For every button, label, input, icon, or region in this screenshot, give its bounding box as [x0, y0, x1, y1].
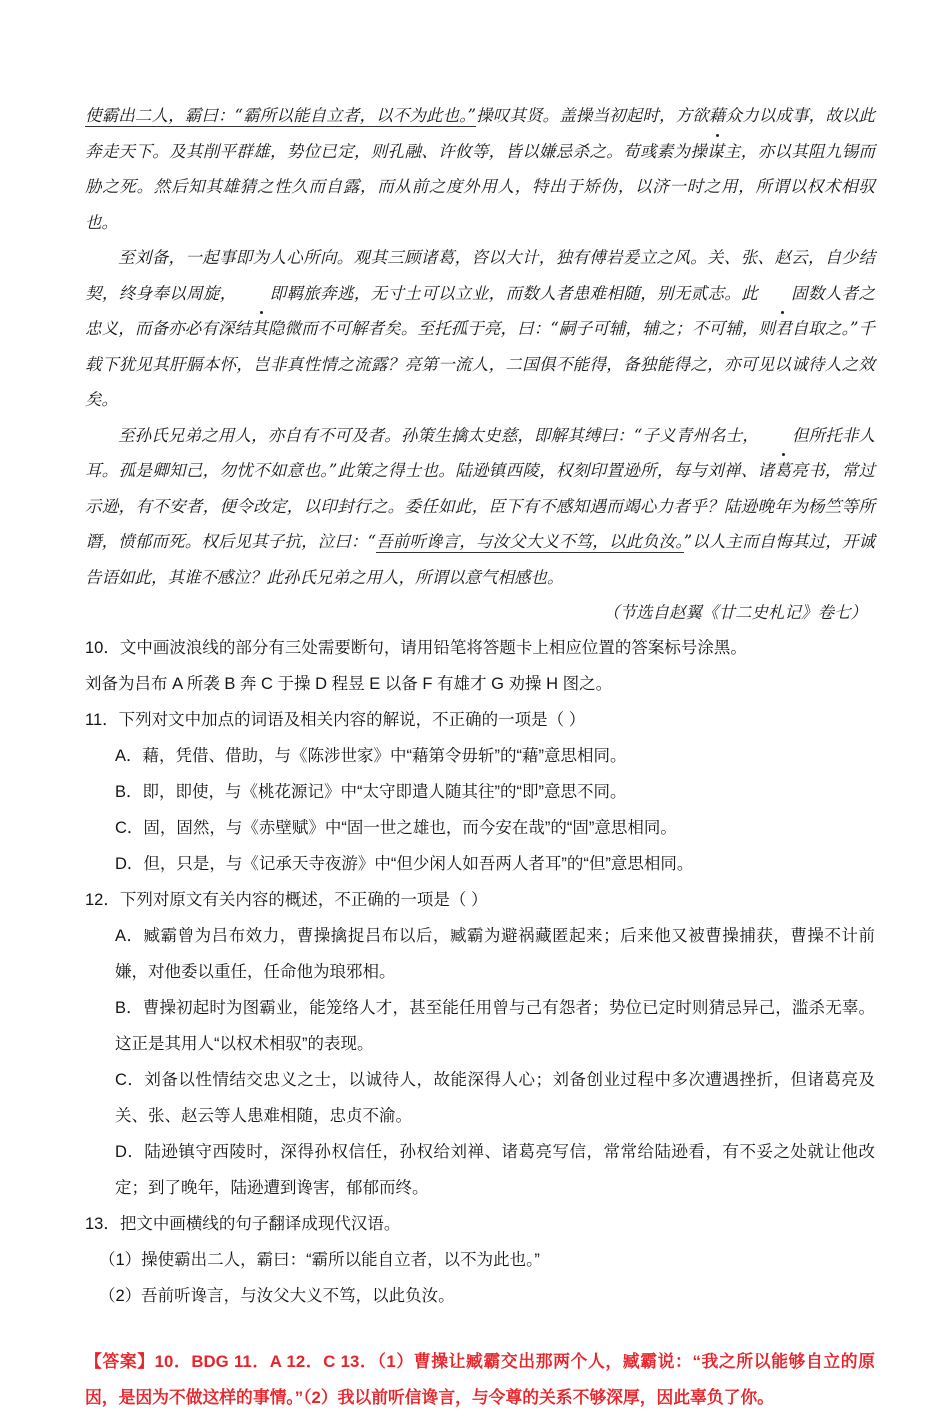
emphasis-char-dan: 但: [759, 418, 809, 454]
question-13-stem: [85, 1206, 875, 1242]
question-11-option-b[interactable]: B．即，即使，与《桃花源记》中“太守即遣人随其往”的“即”意思不同。: [115, 783, 627, 801]
question-12-option-c[interactable]: C．刘备以性情结交忠义之士，以诚待人，故能深得人心；刘备创业过程中多次遭遇挫折，但诸葛亮及关、张、赵云等人患难相随，忠贞不渝。: [115, 1071, 875, 1125]
answer-text: 10．BDG 11．A 12．C 13．（1）曹操让臧霸交出那两个人，臧霸说：“我之所以能够自立的原因，是因为不做这样的事情。”（2）我以前听信谗言，与令尊的关系不够深厚，因此辜负了你。: [85, 1352, 875, 1407]
passage-p2-text-a: 至刘备，一起事即为人心所向。观其三顾诸葛，咨以大计，独有傅岩爰立之风。关、张、赵云，自少结契，终身奉以周旋，: [85, 248, 875, 303]
question-10-punctuation-line: 刘备为吕布 A 所袭 B 奔 C 于操 D 程昱 E 以备 F 有雄才 G 劝操 H 图之。: [85, 675, 613, 693]
question-13-text: 把文中画横线的句子翻译成现代汉语。: [119, 1215, 401, 1233]
question-10-number: 10．: [85, 639, 120, 657]
passage-p3-text-a: 至孙氏兄弟之用人，亦自有不可及者。孙策生擒太史慈，即解其缚曰：“子义青州名士，: [118, 425, 759, 445]
question-10-text: 文中画波浪线的部分有三处需要断句，请用铅笔将答题卡上相应位置的答案标号涂黑。: [119, 639, 747, 657]
passage-paragraph-1: [85, 98, 875, 240]
answer-spacer: [85, 1314, 875, 1344]
question-12-stem: [85, 882, 875, 918]
question-10-stem: [85, 630, 875, 666]
passage-p3-text-b: 所托非人耳。孤是卿知己，勿忧不如意也。”此策之得士也。陆逊镇西陵，权刻印置逊所，每与刘禅、诸葛亮书，常过示逊，有不安者，便令改定，以印封行之。委任如此，臣下有不感知遇而竭心力者乎？陆逊晚年为杨竺等所谮，愤郁而死。权后见其子抗，泣曰：“: [85, 425, 876, 551]
source-citation: （节选自赵翼《廿二史札记》卷七）: [603, 603, 867, 622]
passage-p2-text-c: 数人者之忠义，而备亦必有深结其隐微而不可解者矣。至托孤于亮，曰：“嗣子可辅，辅之；不可辅，则君自取之。”千载下犹见其肝膈本怀，岂非真性情之流露？亮第一流人，二国俱不能得，备独能得之，亦可见以诚待人之效矣。: [85, 283, 876, 409]
question-13-subitem-2: （2）吾前听谗言，与汝父大义不笃，以此负汝。: [99, 1287, 455, 1305]
question-11-number: 11．: [85, 711, 119, 729]
underlined-sentence-2: 吾前听谗言，与汝父大义不笃，以此负汝。: [376, 532, 684, 551]
question-12-number: 12．: [85, 891, 120, 909]
question-12-text: 下列对原文有关内容的概述，不正确的一项是（ ）: [119, 891, 488, 909]
question-12-option-a[interactable]: A．臧霸曾为吕布效力，曹操擒捉吕布以后，臧霸为避祸藏匿起来；后来他又被曹操捕获，曹操不计前嫌，对他委以重任，任命他为琅邪相。: [115, 927, 875, 981]
question-11-option-a[interactable]: A．藉，凭借、借助，与《陈涉世家》中“藉第令毋斩”的“藉”意思相同。: [115, 747, 627, 765]
emphasis-char-ji: 即: [237, 276, 287, 312]
passage-p1-text-a: 操叹其贤。盖操当初起时，方欲: [476, 106, 709, 125]
question-12-option-d[interactable]: D．陆逊镇守西陵时，深得孙权信任，孙权给刘禅、诸葛亮写信，常常给陆逊看，有不妥之处就让他改定；到了晚年，陆逊遭到谗害，郁郁而终。: [115, 1143, 875, 1197]
answer-block: [85, 1344, 875, 1416]
document-content: [85, 98, 875, 1416]
question-11-option-c[interactable]: C．固，固然，与《赤壁赋》中“固一世之雄也，而今安在哉”的“固”意思相同。: [115, 819, 677, 837]
passage-p3-text-c: ”以人主而自悔其过，开诚告语如此，其谁不感泣？此孙氏兄弟之用人，所谓以意气相感也。: [85, 532, 876, 587]
passage-paragraph-2: [85, 240, 875, 418]
passage-p2-text-b: 羁旅奔逃，无寸土可以立业，而数人者患难相随，别无贰志。此: [286, 283, 759, 303]
emphasis-char-jie: 藉: [709, 98, 726, 134]
question-11-text: 下列对文中加点的词语及相关内容的解说，不正确的一项是（ ）: [118, 711, 586, 729]
passage-p1-text-b: 众力以成事，故以此奔走天下。及其削平群雄，势位已定，则孔融、许攸等，皆以嫌忌杀之。荀彧素为操谋主，亦以其阻九锡而胁之死。然后知其雄猜之性久而自露，而从前之度外用人，特出于矫伪，以济一时之用，所谓以权术相驭也。: [85, 106, 876, 232]
underlined-sentence-1: 使霸出二人，霸曰：“霸所以能自立者，以不为此也。”: [85, 106, 477, 125]
question-13-number: 13．: [85, 1215, 120, 1233]
question-13-subitem-1: （1）操使霸出二人，霸曰：“霸所以能自立者，以不为此也。”: [99, 1251, 540, 1269]
question-11-option-d[interactable]: D．但，只是，与《记承天寺夜游》中“但少闲人如吾两人者耳”的“但”意思相同。: [115, 855, 694, 873]
passage-paragraph-3: [85, 418, 875, 596]
question-11-stem: [85, 702, 875, 738]
answer-label: 【答案】: [85, 1352, 155, 1371]
emphasis-char-gu: 固: [758, 276, 808, 312]
question-12-option-b[interactable]: B．曹操初起时为图霸业，能笼络人才，甚至能任用曾与己有怨者；势位已定时则猜忌异己，滥杀无辜。这正是其用人“以权术相驭”的表现。: [115, 999, 875, 1053]
